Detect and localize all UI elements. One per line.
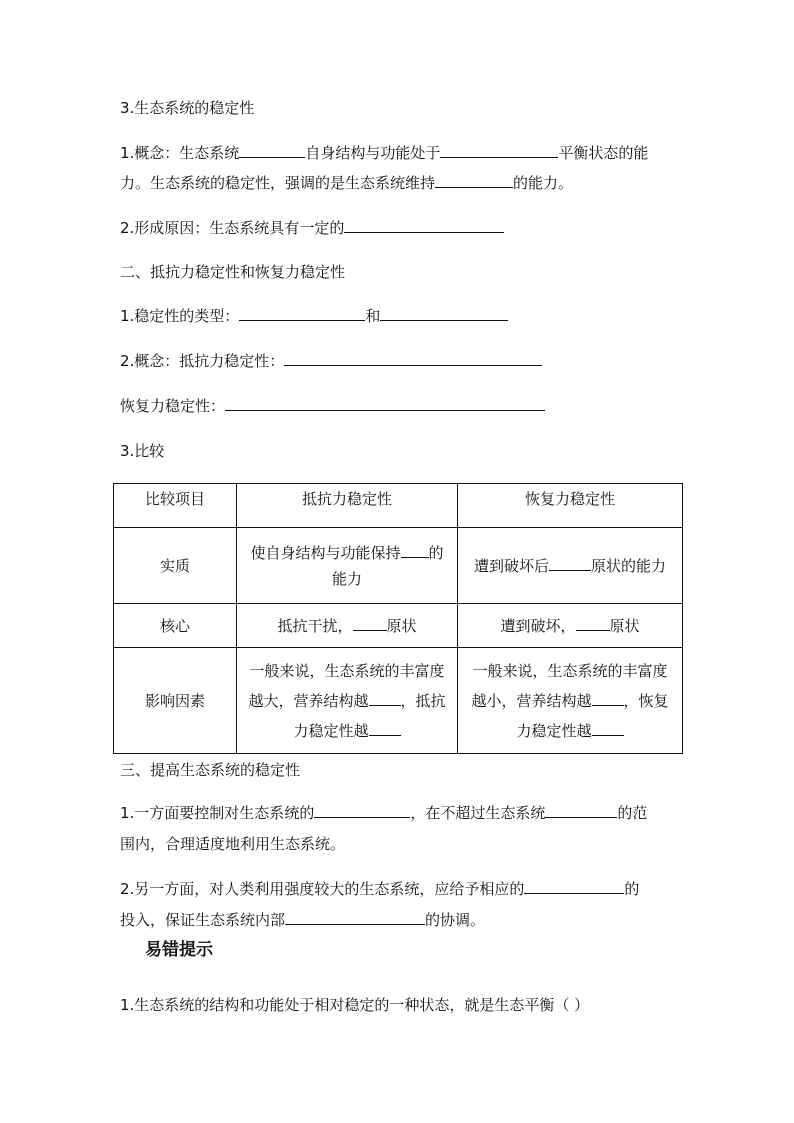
tips-heading: 易错提示 [145, 940, 213, 960]
blank-field[interactable] [344, 218, 504, 233]
table-cell: 遭到破坏， 原状 [458, 604, 683, 648]
blank-field[interactable] [353, 616, 387, 631]
row-label: 影响因素 [114, 648, 237, 754]
blank-field[interactable] [225, 396, 545, 411]
concept-line-1: 1.概念：生态系统 自身结构与功能处于 平衡状态的能 [120, 144, 649, 162]
blank-field[interactable] [380, 306, 508, 321]
blank-field[interactable] [440, 143, 558, 158]
row-label: 核心 [114, 604, 237, 648]
blank-field[interactable] [545, 803, 617, 818]
table-cell: 一般来说，生态系统的丰富度 越大，营养结构越 ，抵抗 力稳定性越 [237, 648, 458, 754]
blank-field[interactable] [576, 616, 610, 631]
resilience-concept-line: 恢复力稳定性： [120, 396, 545, 416]
blank-field[interactable] [592, 691, 624, 706]
improve-line-4: 投入，保证生态系统内部 的协调。 [120, 911, 486, 929]
blank-field[interactable] [239, 306, 365, 321]
blank-field[interactable] [592, 721, 624, 736]
table-cell: 抵抗干扰， 原状 [237, 604, 458, 648]
comparison-table [113, 483, 683, 754]
section-title-resistance: 二、抵抗力稳定性和恢复力稳定性 [120, 263, 346, 281]
tip-question-1: 1.生态系统的结构和功能处于相对稳定的一种状态，就是生态平衡（ ） [120, 996, 590, 1014]
table-header-row [114, 484, 683, 528]
cause-line: 2.形成原因：生态系统具有一定的 [120, 218, 504, 238]
resistance-concept-line: 2.概念：抵抗力稳定性： [120, 351, 542, 371]
header-cell: 恢复力稳定性 [458, 484, 683, 528]
table-cell: 一般来说，生态系统的丰富度 越小，营养结构越 ，恢复 力稳定性越 [458, 648, 683, 754]
blank-field[interactable] [369, 721, 401, 736]
blank-field[interactable] [284, 351, 542, 366]
improve-line-2: 围内，合理适度地利用生态系统。 [120, 835, 346, 853]
section-title-stability: 3.生态系统的稳定性 [120, 99, 255, 117]
header-cell: 比较项目 [114, 484, 237, 528]
table-cell: 遭到破坏后 原状的能力 [458, 528, 683, 604]
blank-field[interactable] [435, 173, 513, 188]
blank-field[interactable] [239, 143, 305, 158]
table-cell: 使自身结构与功能保持 的 能力 [237, 528, 458, 604]
improve-line-1: 1.一方面要控制对生态系统的 ，在不超过生态系统 的范 [120, 804, 648, 822]
blank-field[interactable] [314, 803, 410, 818]
compare-label: 3.比较 [120, 442, 165, 460]
blank-field[interactable] [524, 879, 624, 894]
concept-line-2: 力。生态系统的稳定性，强调的是生态系统维持 的能力。 [120, 174, 574, 192]
row-label: 实质 [114, 528, 237, 604]
blank-field[interactable] [369, 691, 401, 706]
blank-field[interactable] [285, 910, 425, 925]
header-cell: 抵抗力稳定性 [237, 484, 458, 528]
section-title-improve: 三、提高生态系统的稳定性 [120, 761, 301, 779]
blank-field[interactable] [401, 543, 429, 558]
types-line: 1.稳定性的类型： 和 [120, 306, 508, 326]
table-row [114, 528, 683, 604]
table-row [114, 604, 683, 648]
improve-line-3: 2.另一方面，对人类利用强度较大的生态系统，应给予相应的 的 [120, 880, 640, 898]
table-row [114, 648, 683, 754]
blank-field[interactable] [549, 556, 591, 571]
